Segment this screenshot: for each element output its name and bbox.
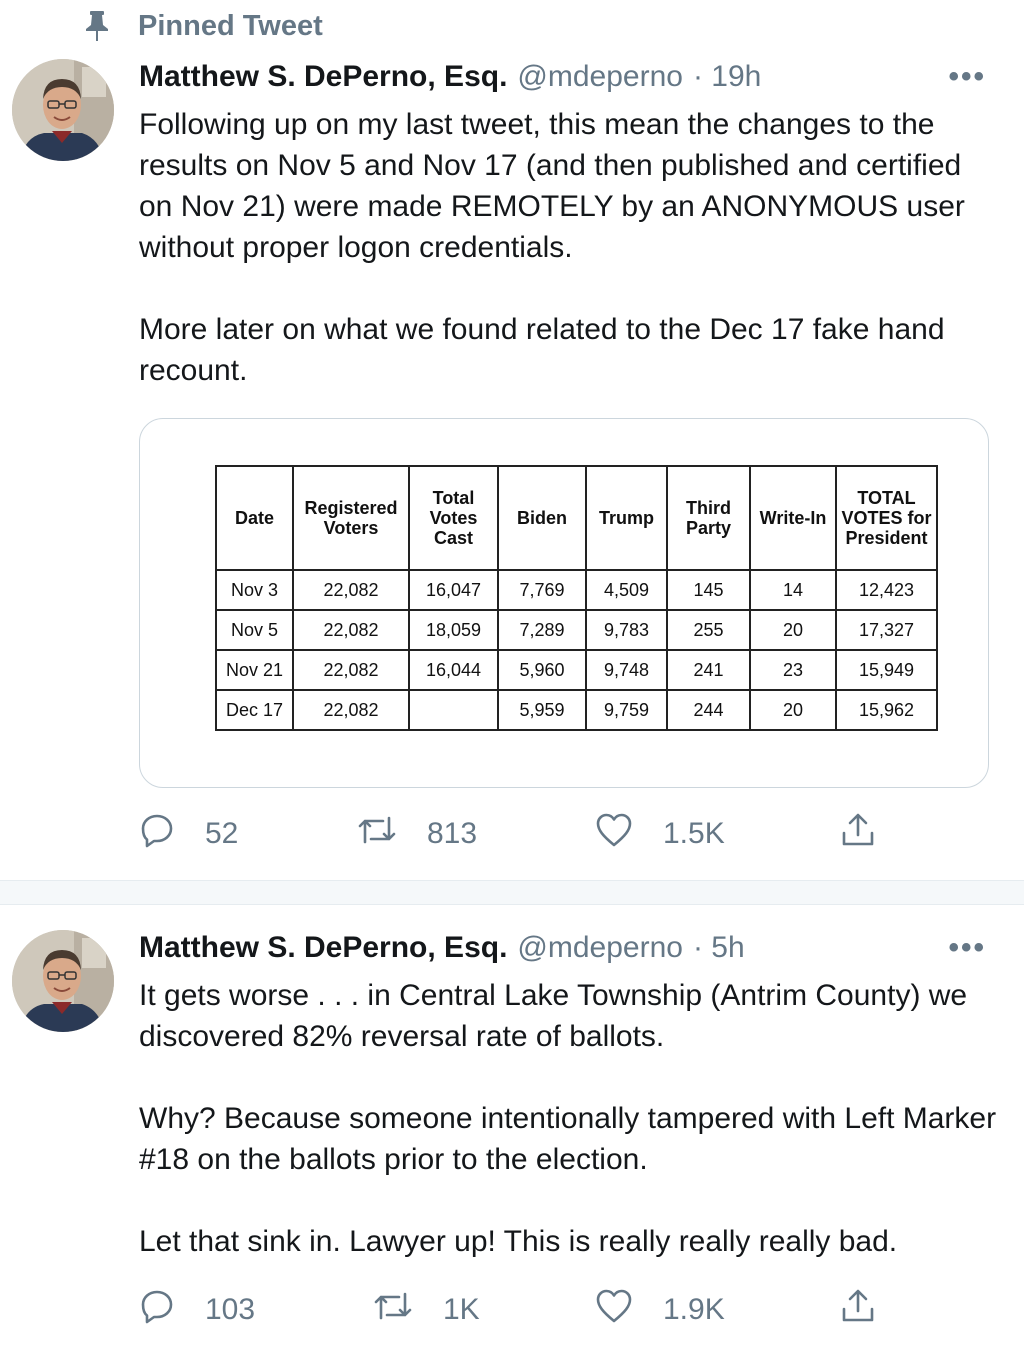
header-third-party: Third Party xyxy=(667,466,750,570)
media-image[interactable] xyxy=(139,418,989,788)
table-cell: Dec 17 xyxy=(216,690,293,730)
share-icon xyxy=(839,1287,877,1333)
table-cell: 22,082 xyxy=(293,570,409,610)
author-handle[interactable]: @mdeperno xyxy=(517,60,683,93)
retweet-button[interactable] xyxy=(373,1288,480,1332)
table-cell: 12,423 xyxy=(836,570,937,610)
avatar[interactable] xyxy=(12,59,114,161)
tweet-header xyxy=(139,60,761,94)
table-cell: 7,289 xyxy=(498,610,586,650)
table-cell: 255 xyxy=(667,610,750,650)
table-cell: 15,949 xyxy=(836,650,937,690)
table-row xyxy=(216,650,937,690)
table-cell: 22,082 xyxy=(293,610,409,650)
reply-count: 103 xyxy=(205,1293,256,1326)
tweet-paragraph: Following up on my last tweet, this mean the changes to the results on Nov 5 and Nov 17 (and then published and certified on Nov 21) were made REMOTELY by an ANONYMOUS user without proper logon credentials. xyxy=(139,108,965,264)
retweet-icon xyxy=(373,1288,413,1332)
header-biden: Biden xyxy=(498,466,586,570)
retweet-icon xyxy=(357,812,397,856)
table-cell: 22,082 xyxy=(293,690,409,730)
reply-icon xyxy=(139,812,175,856)
retweet-count: 1K xyxy=(443,1293,480,1326)
tweet-time[interactable]: · 5h xyxy=(692,931,745,964)
header-trump: Trump xyxy=(586,466,667,570)
table-cell: 16,044 xyxy=(409,650,498,690)
table-cell: 15,962 xyxy=(836,690,937,730)
reply-icon xyxy=(139,1288,175,1332)
table-cell: Nov 21 xyxy=(216,650,293,690)
heart-icon xyxy=(595,812,633,856)
reply-count: 52 xyxy=(205,817,239,850)
tweet-header xyxy=(139,931,745,965)
author-name[interactable]: Matthew S. DePerno, Esq. xyxy=(139,60,508,93)
table-cell: 9,783 xyxy=(586,610,667,650)
reply-button[interactable] xyxy=(139,1288,255,1332)
tweet-paragraph: More later on what we found related to the Dec 17 fake hand recount. xyxy=(139,313,945,387)
tweet-actions xyxy=(139,812,999,856)
more-options-icon[interactable]: ••• xyxy=(948,60,986,93)
header-registered-voters: Registered Voters xyxy=(293,466,409,570)
table-cell: 14 xyxy=(750,570,836,610)
table-cell: 20 xyxy=(750,690,836,730)
table-cell: 5,960 xyxy=(498,650,586,690)
avatar[interactable] xyxy=(12,930,114,1032)
header-total-votes-cast: Total Votes Cast xyxy=(409,466,498,570)
table-cell: Nov 5 xyxy=(216,610,293,650)
tweet-paragraph: It gets worse . . . in Central Lake Township (Antrim County) we discovered 82% reversal rate of ballots. xyxy=(139,979,968,1053)
table-cell: 23 xyxy=(750,650,836,690)
table-cell: 244 xyxy=(667,690,750,730)
table-cell: 9,748 xyxy=(586,650,667,690)
share-button[interactable] xyxy=(839,812,877,856)
table-row xyxy=(216,570,937,610)
table-cell: 22,082 xyxy=(293,650,409,690)
author-name[interactable]: Matthew S. DePerno, Esq. xyxy=(139,931,508,964)
tweet-paragraph: Let that sink in. Lawyer up! This is really really really bad. xyxy=(139,1225,898,1258)
tweet-time[interactable]: · 19h xyxy=(692,60,762,93)
table-cell: 17,327 xyxy=(836,610,937,650)
results-table xyxy=(215,465,938,731)
table-cell: 145 xyxy=(667,570,750,610)
table-cell: 7,769 xyxy=(498,570,586,610)
pinned-label: Pinned Tweet xyxy=(138,9,323,42)
table-cell xyxy=(409,690,498,730)
pinned-indicator xyxy=(82,6,323,46)
share-icon xyxy=(839,811,877,857)
table-row xyxy=(216,690,937,730)
tweet-text xyxy=(139,104,999,391)
author-handle[interactable]: @mdeperno xyxy=(517,931,683,964)
table-cell: 18,059 xyxy=(409,610,498,650)
tweet[interactable] xyxy=(0,905,1024,1361)
pin-icon xyxy=(82,9,112,43)
table-cell: 5,959 xyxy=(498,690,586,730)
more-options-icon[interactable]: ••• xyxy=(948,931,986,964)
table-cell: 9,759 xyxy=(586,690,667,730)
table-cell: 20 xyxy=(750,610,836,650)
header-date: Date xyxy=(216,466,293,570)
like-button[interactable] xyxy=(595,812,725,856)
retweet-count: 813 xyxy=(427,817,478,850)
tweet-text xyxy=(139,975,999,1262)
like-count: 1.9K xyxy=(663,1293,725,1326)
tweet-actions xyxy=(139,1288,999,1332)
like-button[interactable] xyxy=(595,1288,725,1332)
table-cell: 241 xyxy=(667,650,750,690)
retweet-button[interactable] xyxy=(357,812,477,856)
table-cell: Nov 3 xyxy=(216,570,293,610)
tweet-paragraph: Why? Because someone intentionally tampered with Left Marker #18 on the ballots prior to the election. xyxy=(139,1102,997,1176)
header-total-votes-president: TOTAL VOTES for President xyxy=(836,466,937,570)
table-cell: 16,047 xyxy=(409,570,498,610)
share-button[interactable] xyxy=(839,1288,877,1332)
header-write-in: Write-In xyxy=(750,466,836,570)
tweet-separator xyxy=(0,880,1024,905)
table-row xyxy=(216,610,937,650)
heart-icon xyxy=(595,1288,633,1332)
like-count: 1.5K xyxy=(663,817,725,850)
table-cell: 4,509 xyxy=(586,570,667,610)
reply-button[interactable] xyxy=(139,812,238,856)
